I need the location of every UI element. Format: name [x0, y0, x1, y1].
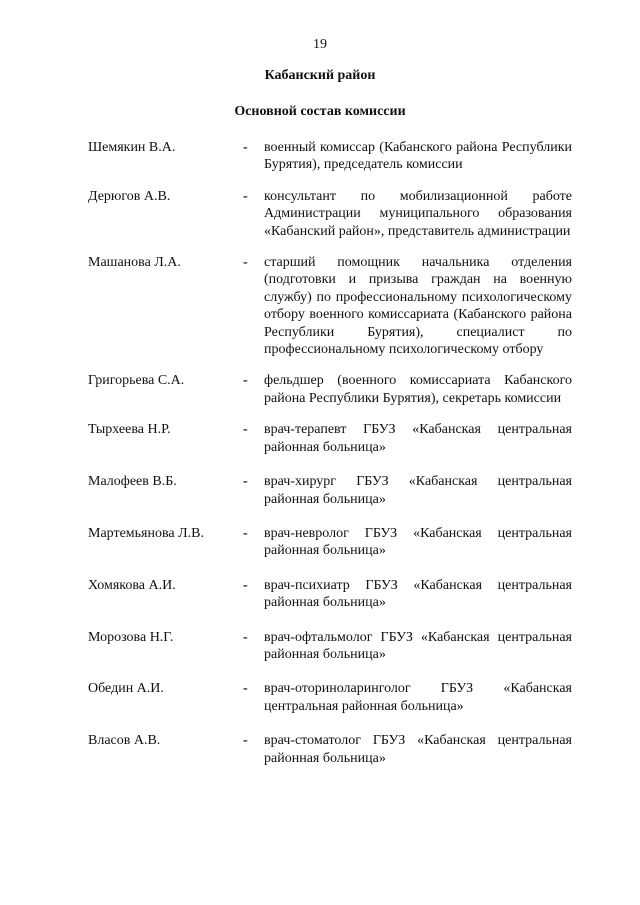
member-role: военный комиссар (Кабанского района Республики Бурятия), председатель комиссии: [264, 140, 572, 173]
member-role: старший помощник начальника отделения (подготовки и призыва граждан на военную службу) по профессиональному психологическому отбору военного комиссариата (Кабанского района Республики Бурятия), специалист по профессиональному психологическому отбору: [264, 255, 572, 358]
member-role: врач-офтальмолог ГБУЗ «Кабанская центральная районная больница»: [264, 629, 572, 662]
member-role: врач-хирург ГБУЗ «Кабанская центральная районная больница»: [264, 474, 572, 507]
member-dash: -: [243, 188, 248, 204]
member-dash: -: [243, 733, 248, 749]
member-role: врач-стоматолог ГБУЗ «Кабанская центральная районная больница»: [264, 733, 572, 766]
member-name: Шемякин В.А.: [88, 140, 176, 155]
member-dash: -: [243, 629, 248, 645]
member-name: Тырхеева Н.Р.: [88, 422, 171, 438]
member-row: [88, 188, 572, 240]
member-role: врач-психиатр ГБУЗ «Кабанская центральная районная больница»: [264, 577, 572, 611]
member-row: [88, 732, 572, 767]
member-dash: -: [243, 255, 248, 271]
page-number: 19: [313, 37, 327, 52]
member-dash: -: [243, 681, 248, 697]
member-name: Мартемьянова Л.В.: [88, 525, 204, 541]
section-title: Основной состав комиссии: [234, 104, 406, 119]
member-role: консультант по мобилизационной работе Администрации муниципального образования «Кабанский район», представитель администрации: [264, 188, 572, 239]
member-name: Хомякова А.И.: [88, 577, 176, 593]
member-row: [88, 629, 572, 664]
member-dash: -: [243, 525, 248, 541]
members-list: [88, 139, 572, 767]
member-row: [88, 473, 572, 508]
member-row: [88, 139, 572, 174]
member-name: Морозова Н.Г.: [88, 629, 174, 645]
member-role: врач-терапевт ГБУЗ «Кабанская центральная районная больница»: [264, 422, 572, 455]
member-name: Дерюгов А.В.: [88, 188, 171, 204]
member-dash: -: [243, 140, 248, 155]
member-dash: -: [243, 474, 248, 490]
member-name: Малофеев В.Б.: [88, 474, 177, 490]
member-row: [88, 680, 572, 715]
member-role: фельдшер (военного комиссариата Кабанского района Республики Бурятия), секретарь комиссии: [264, 373, 572, 406]
member-row: [88, 577, 572, 612]
district-title: Кабанский район: [264, 68, 376, 83]
member-name: Власов А.В.: [88, 733, 161, 749]
member-role: врач-оториноларинголог ГБУЗ «Кабанская центральная районная больница»: [264, 681, 572, 714]
member-row: [88, 254, 572, 358]
member-name: Обедин А.И.: [88, 681, 164, 697]
member-row: [88, 372, 572, 407]
member-dash: -: [243, 577, 248, 593]
member-row: [88, 525, 572, 560]
member-role: врач-невролог ГБУЗ «Кабанская центральная районная больница»: [264, 525, 572, 559]
member-dash: -: [243, 373, 248, 389]
member-name: Григорьева С.А.: [88, 373, 185, 389]
member-name: Машанова Л.А.: [88, 255, 181, 271]
member-dash: -: [243, 422, 248, 438]
member-row: [88, 421, 572, 456]
